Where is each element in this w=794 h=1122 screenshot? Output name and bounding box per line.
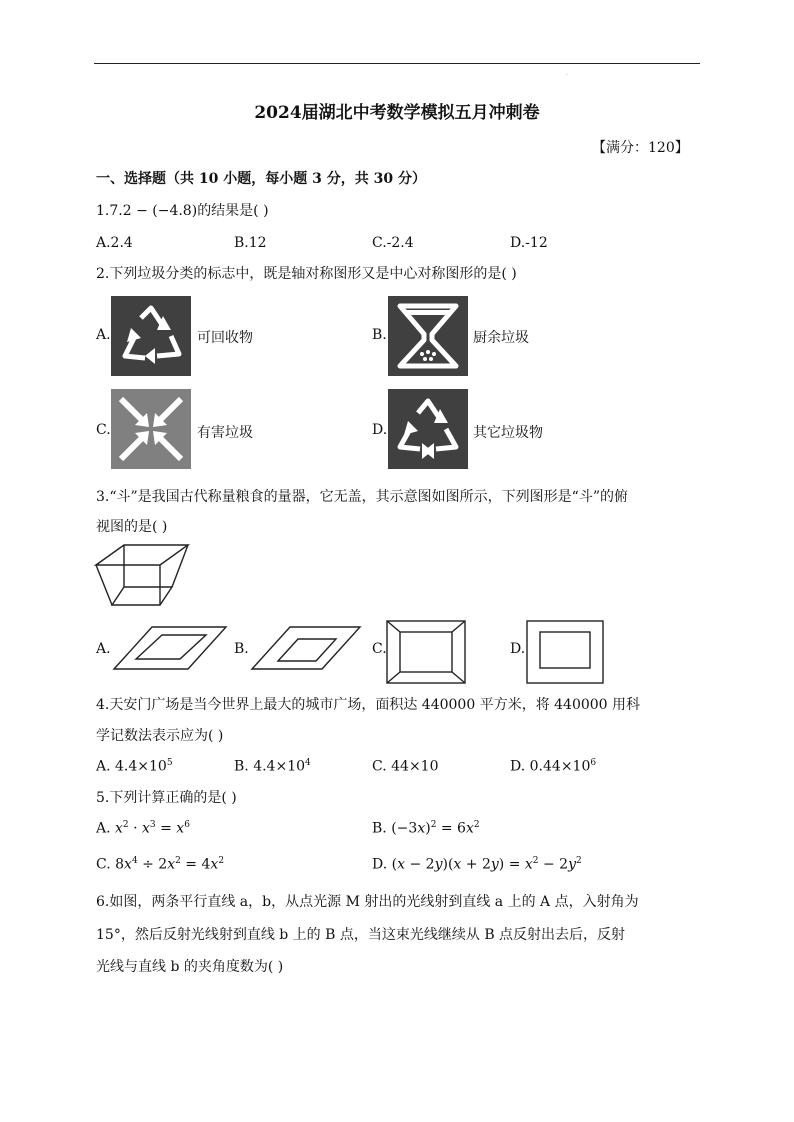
q1-option-a: A.2.4 xyxy=(96,235,133,251)
page-title: 2024届湖北中考数学模拟五月冲刺卷 xyxy=(254,103,540,123)
q2-option-c-letter: C. xyxy=(96,422,111,438)
q1-number: 1. xyxy=(96,203,110,219)
q3-option-d-figure xyxy=(526,620,604,684)
q1-option-d: D.-12 xyxy=(510,235,548,251)
q4-d-base: 0.44×10 xyxy=(529,758,591,775)
question-2-stem: 2.下列垃圾分类的标志中，既是轴对称图形又是中心对称图形的是( ) xyxy=(96,266,517,282)
question-6-line1: 6.如图，两条平行直线 a，b，从点光源 M 射出的光线射到直线 a 上的 A 点，入射角为 xyxy=(96,894,639,910)
q4-option-c xyxy=(372,758,438,775)
other-waste-icon xyxy=(388,389,468,469)
dot-mark: . xyxy=(566,70,568,77)
q3-option-a-letter: A. xyxy=(96,641,111,657)
full-score: 【满分：120】 xyxy=(592,140,689,156)
q1-option-c: C.-2.4 xyxy=(372,235,414,251)
q5-option-d: D. $(x - 2y)(x + 2y) = x^2 - 2y^2$ xyxy=(372,856,582,873)
q1-expression: 7.2 − (−4.8) xyxy=(109,203,198,219)
q1-option-b: B.12 xyxy=(234,235,267,251)
question-3-line2: 视图的是( ) xyxy=(96,519,168,535)
top-rule xyxy=(94,63,700,64)
q5-d-letter: D. xyxy=(372,856,388,873)
q4-c-letter: C. xyxy=(372,758,387,775)
q3-option-c-letter: C. xyxy=(372,641,387,657)
question-6-line2: 15°，然后反射光线射到直线 b 上的 B 点，当这束光线继续从 B 点反射出去后，反射 xyxy=(96,927,626,943)
q4-a-base: 4.4×10 xyxy=(115,758,167,775)
hazardous-waste-icon xyxy=(111,389,191,469)
q2-option-d-letter: D. xyxy=(372,422,388,438)
q2-option-b-letter: B. xyxy=(372,327,387,343)
q4-c-base: 44×10 xyxy=(391,758,439,775)
question-6-line3: 光线与直线 b 的夹角度数为( ) xyxy=(96,959,284,975)
q3-option-b-letter: B. xyxy=(234,641,249,657)
q4-option-a xyxy=(96,758,173,775)
q5-option-a: A. $x^2 \cdot x^3 = x^6$ xyxy=(96,820,190,837)
question-4-line1: 4.天安门广场是当今世界上最大的城市广场，面积达 440000 平方米，将 440000 用科 xyxy=(96,697,641,713)
q4-option-d xyxy=(510,758,596,775)
q4-option-b xyxy=(234,758,311,775)
question-3-line1: 3.“斗”是我国古代称量粮食的量器，它无盖，其示意图如图所示，下列图形是“斗”的俯 xyxy=(96,489,628,505)
q4-d-exp: 6 xyxy=(590,758,597,768)
question-1-stem xyxy=(96,200,269,220)
q3-option-c-figure xyxy=(386,620,466,684)
q4-d-letter: D. xyxy=(510,758,526,775)
q5-c-letter: C. xyxy=(96,856,111,873)
dou-vessel-figure xyxy=(94,543,190,609)
q5-option-b: B. $(-3x)^2 = 6x^2$ xyxy=(372,820,480,837)
q4-b-letter: B. xyxy=(234,758,249,775)
q4-b-base: 4.4×10 xyxy=(253,758,306,775)
q4-b-exp: 4 xyxy=(305,758,311,768)
section-heading: 一、选择题（共 10 小题，每小题 3 分，共 30 分） xyxy=(96,171,426,187)
q4-a-letter: A. xyxy=(96,758,111,775)
recycle-icon xyxy=(111,296,191,376)
q2-option-b-label: 厨余垃圾 xyxy=(473,330,529,346)
q5-option-c: C. $8x^4 \div 2x^2 = 4x^2$ xyxy=(96,856,225,873)
q3-option-b-figure xyxy=(250,625,362,671)
q2-option-c-label: 有害垃圾 xyxy=(197,425,253,441)
q3-option-d-letter: D. xyxy=(510,641,526,657)
q3-option-a-figure xyxy=(112,625,228,671)
q1-tail: 的结果是( ) xyxy=(197,203,269,219)
q4-a-exp: 5 xyxy=(166,758,173,768)
food-waste-icon xyxy=(388,296,468,376)
q2-option-d-label: 其它垃圾物 xyxy=(473,425,543,441)
q2-option-a-letter: A. xyxy=(96,327,111,343)
q5-b-letter: B. xyxy=(372,820,387,837)
question-4-line2: 学记数法表示应为( ) xyxy=(96,728,224,744)
q5-a-letter: A. xyxy=(96,820,111,837)
q2-option-a-label: 可回收物 xyxy=(197,330,253,346)
question-5-stem: 5.下列计算正确的是( ) xyxy=(96,790,237,806)
